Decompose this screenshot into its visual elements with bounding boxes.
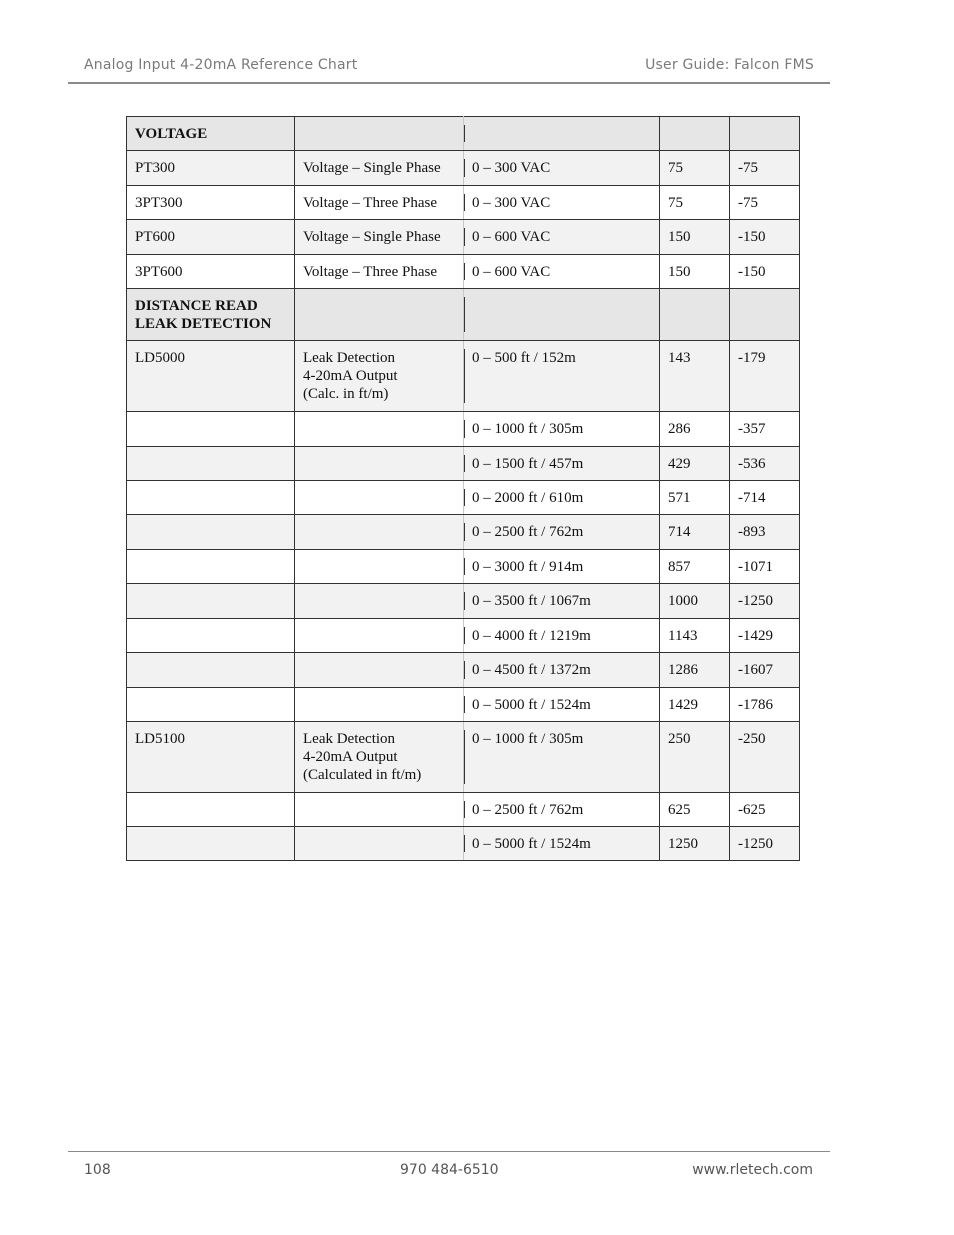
cell-value-b (730, 619, 800, 653)
cell-value-b (730, 653, 800, 688)
cell-description (295, 722, 464, 793)
cell-value-a (660, 584, 730, 619)
range-text: 0 – 1000 ft / 305m (472, 731, 584, 747)
model-text: LD5100 (135, 731, 185, 747)
model-text: 3PT300 (135, 195, 183, 211)
value-b-text: -1250 (738, 593, 773, 609)
cell-description (295, 447, 464, 481)
cell-model (127, 220, 295, 255)
cell-value-a (660, 289, 730, 341)
range-text: 0 – 5000 ft / 1524m (472, 697, 591, 713)
value-a-text: 1000 (668, 593, 698, 609)
cell-value-a (660, 722, 730, 793)
model-text: 3PT600 (135, 264, 183, 280)
reference-chart-body (127, 117, 800, 861)
cell-description (295, 289, 464, 341)
cell-value-a (660, 688, 730, 722)
cell-description (295, 584, 464, 619)
value-b-text: -75 (738, 195, 758, 211)
range-text: 0 – 3000 ft / 914m (472, 559, 584, 575)
reference-chart-table (126, 116, 800, 861)
cell-model (127, 653, 295, 688)
value-b-text: -536 (738, 456, 766, 472)
cell-description (295, 653, 464, 688)
cell-value-a (660, 151, 730, 186)
cell-range (464, 151, 660, 186)
cell-value-a (660, 186, 730, 220)
cell-range (464, 255, 660, 289)
value-a-text: 75 (668, 195, 683, 211)
table-row (127, 255, 800, 289)
value-a-text: 1250 (668, 836, 698, 852)
cell-value-b (730, 793, 800, 827)
value-a-text: 150 (668, 264, 691, 280)
value-b-text: -625 (738, 802, 766, 818)
cell-description (295, 412, 464, 447)
cell-range (464, 481, 660, 515)
footer-divider (68, 1151, 830, 1152)
table-section-row (127, 289, 800, 341)
table-row (127, 827, 800, 861)
cell-range (464, 584, 660, 619)
footer-phone: 970 484-6510 (400, 1162, 499, 1178)
table-row (127, 447, 800, 481)
description-text: Voltage – Three Phase (303, 264, 437, 280)
cell-description (295, 255, 464, 289)
cell-range (464, 793, 660, 827)
cell-range (464, 220, 660, 255)
range-text: 0 – 600 VAC (472, 229, 551, 245)
cell-description (295, 186, 464, 220)
table-row (127, 584, 800, 619)
range-text: 0 – 3500 ft / 1067m (472, 593, 591, 609)
cell-value-b (730, 688, 800, 722)
table-row (127, 688, 800, 722)
value-b-text: -714 (738, 490, 766, 506)
value-b-text: -250 (738, 731, 766, 747)
cell-value-a (660, 412, 730, 447)
cell-model (127, 481, 295, 515)
value-a-text: 286 (668, 421, 691, 437)
range-text: 0 – 300 VAC (472, 160, 551, 176)
cell-value-b (730, 151, 800, 186)
value-a-text: 143 (668, 350, 691, 366)
description-text: Voltage – Three Phase (303, 195, 437, 211)
value-a-text: 857 (668, 559, 691, 575)
table-row (127, 793, 800, 827)
model-text: VOLTAGE (135, 126, 208, 142)
range-text: 0 – 2000 ft / 610m (472, 490, 584, 506)
range-text: 0 – 1500 ft / 457m (472, 456, 584, 472)
cell-description (295, 117, 464, 151)
value-b-text: -1786 (738, 697, 773, 713)
range-text: 0 – 4000 ft / 1219m (472, 628, 591, 644)
value-a-text: 1429 (668, 697, 698, 713)
cell-range (464, 289, 660, 341)
cell-value-b (730, 186, 800, 220)
range-text: 0 – 600 VAC (472, 264, 551, 280)
cell-range (464, 412, 660, 447)
range-text: 0 – 4500 ft / 1372m (472, 662, 591, 678)
cell-value-a (660, 341, 730, 412)
header-guide-title: User Guide: Falcon FMS (645, 57, 814, 73)
cell-value-a (660, 117, 730, 151)
cell-description (295, 481, 464, 515)
cell-model (127, 550, 295, 584)
value-b-text: -75 (738, 160, 758, 176)
description-text: Voltage – Single Phase (303, 160, 441, 176)
footer-page-number: 108 (84, 1162, 111, 1178)
cell-value-a (660, 447, 730, 481)
model-text: DISTANCE READ LEAK DETECTION (135, 298, 272, 332)
cell-description (295, 688, 464, 722)
cell-value-a (660, 481, 730, 515)
cell-model (127, 584, 295, 619)
cell-model (127, 688, 295, 722)
description-text: Leak Detection 4-20mA Output (Calculated in ft/m) (303, 731, 422, 783)
cell-value-b (730, 481, 800, 515)
cell-value-b (730, 412, 800, 447)
footer-website: www.rletech.com (692, 1162, 813, 1178)
table-row (127, 653, 800, 688)
cell-model (127, 619, 295, 653)
range-text: 0 – 1000 ft / 305m (472, 421, 584, 437)
value-b-text: -1071 (738, 559, 773, 575)
range-text: 0 – 2500 ft / 762m (472, 802, 584, 818)
cell-description (295, 341, 464, 412)
cell-range (464, 341, 660, 412)
range-text: 0 – 300 VAC (472, 195, 551, 211)
value-b-text: -893 (738, 524, 766, 540)
value-a-text: 714 (668, 524, 691, 540)
cell-model (127, 255, 295, 289)
value-a-text: 75 (668, 160, 683, 176)
cell-value-b (730, 827, 800, 861)
cell-value-b (730, 220, 800, 255)
table-row (127, 412, 800, 447)
value-b-text: -150 (738, 229, 766, 245)
cell-value-a (660, 515, 730, 550)
range-text: 0 – 2500 ft / 762m (472, 524, 584, 540)
cell-description (295, 827, 464, 861)
cell-model (127, 289, 295, 341)
cell-value-a (660, 619, 730, 653)
value-a-text: 1286 (668, 662, 698, 678)
cell-value-a (660, 793, 730, 827)
table-row (127, 619, 800, 653)
cell-range (464, 515, 660, 550)
table-row (127, 722, 800, 793)
value-a-text: 625 (668, 802, 691, 818)
cell-description (295, 515, 464, 550)
cell-value-b (730, 515, 800, 550)
value-b-text: -1250 (738, 836, 773, 852)
value-b-text: -150 (738, 264, 766, 280)
cell-value-a (660, 255, 730, 289)
cell-model (127, 412, 295, 447)
range-text: 0 – 5000 ft / 1524m (472, 836, 591, 852)
cell-value-b (730, 722, 800, 793)
cell-model (127, 827, 295, 861)
cell-value-b (730, 341, 800, 412)
cell-model (127, 151, 295, 186)
cell-model (127, 117, 295, 151)
table-row (127, 220, 800, 255)
cell-range (464, 722, 660, 793)
description-text: Voltage – Single Phase (303, 229, 441, 245)
value-a-text: 1143 (668, 628, 698, 644)
value-a-text: 571 (668, 490, 691, 506)
cell-description (295, 220, 464, 255)
cell-description (295, 619, 464, 653)
cell-value-b (730, 117, 800, 151)
table-row (127, 550, 800, 584)
cell-model (127, 447, 295, 481)
table-row (127, 151, 800, 186)
model-text: PT600 (135, 229, 176, 245)
cell-value-b (730, 550, 800, 584)
range-text: 0 – 500 ft / 152m (472, 350, 576, 366)
cell-model (127, 722, 295, 793)
cell-model (127, 186, 295, 220)
cell-range (464, 619, 660, 653)
header-document-title: Analog Input 4-20mA Reference Chart (84, 57, 358, 73)
cell-model (127, 341, 295, 412)
cell-description (295, 550, 464, 584)
table-row (127, 515, 800, 550)
table-row (127, 186, 800, 220)
cell-range (464, 447, 660, 481)
cell-value-a (660, 550, 730, 584)
cell-value-a (660, 220, 730, 255)
cell-model (127, 515, 295, 550)
cell-range (464, 550, 660, 584)
cell-description (295, 793, 464, 827)
model-text: LD5000 (135, 350, 185, 366)
value-a-text: 250 (668, 731, 691, 747)
table-row (127, 481, 800, 515)
cell-range (464, 186, 660, 220)
value-a-text: 150 (668, 229, 691, 245)
table-row (127, 341, 800, 412)
cell-value-b (730, 255, 800, 289)
cell-range (464, 653, 660, 688)
cell-range (464, 688, 660, 722)
cell-value-b (730, 447, 800, 481)
model-text: PT300 (135, 160, 176, 176)
cell-value-a (660, 827, 730, 861)
cell-range (464, 117, 660, 151)
cell-value-a (660, 653, 730, 688)
cell-description (295, 151, 464, 186)
value-a-text: 429 (668, 456, 691, 472)
cell-value-b (730, 289, 800, 341)
value-b-text: -179 (738, 350, 766, 366)
value-b-text: -1607 (738, 662, 773, 678)
cell-model (127, 793, 295, 827)
cell-value-b (730, 584, 800, 619)
description-text: Leak Detection 4-20mA Output (Calc. in ft/m) (303, 350, 398, 402)
cell-range (464, 827, 660, 861)
header-divider (68, 82, 830, 84)
table-section-row (127, 117, 800, 151)
value-b-text: -1429 (738, 628, 773, 644)
value-b-text: -357 (738, 421, 766, 437)
